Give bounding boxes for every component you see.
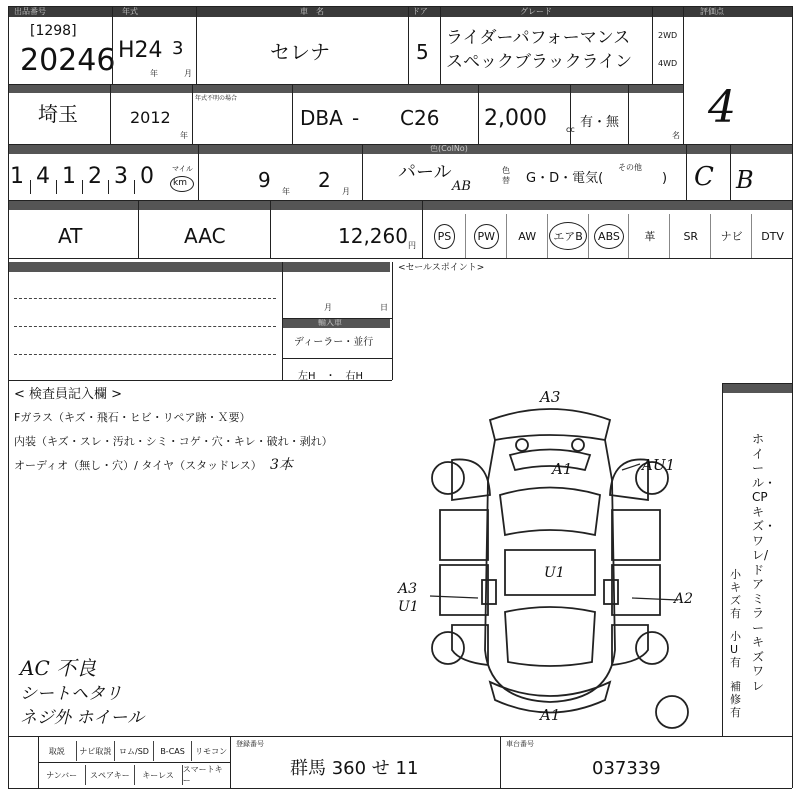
equipment-label: AW [518, 229, 537, 243]
model-code: C26 [400, 106, 440, 130]
model-prefix: DBA [300, 106, 343, 130]
mileage-digit: 1 [62, 164, 76, 189]
turbo-value: 有・無 [580, 115, 620, 130]
row-line-4 [8, 258, 792, 259]
recycle-unit: 円 [408, 241, 416, 250]
col-line-19 [422, 200, 423, 258]
mileage-digit: 2 [88, 164, 102, 189]
side-text-repair: 補修有 [730, 680, 741, 719]
leader-au1 [622, 464, 640, 470]
handwritten-2: シートヘタリ [20, 684, 122, 704]
mark-left-u1: U1 [398, 599, 419, 615]
col-line-10 [478, 84, 479, 144]
equipment-item [669, 214, 711, 258]
left-headlight [516, 439, 528, 451]
capacity-unit: 名 [672, 131, 680, 140]
left-rear-fender [452, 625, 488, 665]
row-line-5 [8, 380, 392, 381]
accessory-item: ロム/SD [114, 741, 153, 761]
label-color: 色(ColNo) [430, 144, 468, 153]
mileage-digit: 0 [140, 164, 154, 189]
col-line-24 [230, 736, 231, 788]
equipment-item [547, 214, 589, 258]
col-line-20 [282, 262, 283, 380]
cc-value: 2,000 [484, 106, 547, 131]
first-reg-value: 2012 [130, 108, 171, 127]
inspection-tsuki: 月 [342, 187, 350, 196]
accessory-item: B-CAS [153, 741, 192, 761]
mark-left-a3: A3 [398, 581, 418, 597]
equipment-label: 革 [644, 230, 656, 243]
mark-au1: AU1 [642, 456, 676, 474]
mileage-unit-top: マイル [172, 165, 193, 173]
col-line-16 [730, 144, 731, 200]
front-bumper [490, 409, 610, 440]
front-grille [510, 450, 590, 471]
col-line-25 [500, 736, 501, 788]
record-day: 日 [380, 303, 388, 312]
lot-number: 20246 [20, 43, 116, 78]
windshield [500, 488, 600, 536]
label-lot: 出品番号 [14, 7, 46, 16]
label-year: 年式 [122, 7, 138, 16]
mileage-digit: 4 [36, 164, 50, 189]
header-bar-4 [8, 200, 792, 210]
right-headlight [572, 439, 584, 451]
equipment-item [751, 214, 793, 258]
header-record [282, 262, 390, 272]
aircon-value: AAC [184, 224, 226, 248]
right-front-door [612, 510, 660, 560]
digit-separator [56, 180, 57, 194]
note-interior: 内装（キズ・スレ・汚れ・シミ・コゲ・穴・キレ・破れ・剥れ） [14, 435, 333, 448]
col-line-3 [408, 6, 409, 84]
accessory-item: ナビ取説 [76, 741, 115, 761]
recycle-value: 12,260 [338, 224, 408, 248]
color-options: G・D・電気( [526, 171, 604, 186]
mileage-digit: 1 [10, 164, 24, 189]
mark-right-a2: A2 [674, 591, 694, 607]
col-line-5 [652, 6, 653, 84]
sales-point-label: <セールスポイント> [398, 263, 485, 273]
grade-line1: ライダーパフォーマンス [446, 28, 631, 48]
col-line-23 [38, 736, 39, 788]
digit-separator [30, 180, 31, 194]
col-line-12 [628, 84, 629, 144]
doors-value: 5 [416, 40, 429, 64]
mark-rear: A1 [540, 706, 561, 724]
equipment-item [465, 214, 507, 258]
record-line [282, 318, 392, 319]
col-line-2 [196, 6, 197, 84]
record-handle: 左H ・ 右H [298, 371, 364, 382]
border-bottom [8, 788, 792, 789]
equipment-label: PW [474, 224, 500, 249]
header-bar-3 [8, 144, 792, 154]
color-name: パール [398, 162, 452, 183]
bottom-row1 [38, 741, 230, 761]
col-line-21 [392, 262, 393, 380]
score-value: 4 [708, 82, 736, 133]
side-text-small-scratch: 小キズ有 [730, 568, 741, 620]
left-rear-door [440, 565, 488, 615]
equipment-item [424, 214, 465, 258]
digit-separator [82, 180, 83, 194]
right-rear-fender [612, 625, 648, 665]
transmission-value: AT [58, 224, 83, 248]
mileage-digit: 3 [114, 164, 128, 189]
accessory-item: 取説 [48, 746, 65, 756]
right-rear-door [612, 565, 660, 615]
cc-unit: cc [566, 125, 575, 134]
plate-value: 群馬 360 せ 11 [290, 758, 419, 779]
label-doors: ドア [412, 7, 428, 16]
border-right [792, 6, 793, 788]
equipment-item [588, 214, 630, 258]
digit-separator [134, 180, 135, 194]
label-car-name: 車 名 [300, 7, 324, 16]
mileage-unit: km [173, 178, 187, 188]
year-tsuki: 月 [184, 69, 192, 78]
mark-a1-top: A1 [552, 460, 573, 478]
equipment-label: エアB [549, 222, 587, 250]
col-line-4 [440, 6, 441, 84]
handwritten-3: ネジ外 ホイール [20, 708, 145, 728]
digit-separator [108, 180, 109, 194]
grade-line2: スペックブラックライン [446, 52, 633, 72]
col-line-1 [112, 6, 113, 84]
note-audio-hand: 3本 [270, 457, 293, 473]
note-audio: オーディオ（無し・穴）/ タイヤ（スタッドレス） [14, 459, 262, 472]
leader-right [632, 598, 678, 600]
header-side [722, 383, 792, 393]
chassis-label: 車台番号 [506, 740, 534, 748]
first-reg-unit: 年 [180, 131, 188, 140]
record-month: 月 [324, 303, 332, 312]
col-line-14 [362, 144, 363, 200]
right-side-window [604, 580, 618, 604]
col-line-7 [110, 84, 111, 144]
equipment-label: ナビ [720, 230, 743, 243]
leader-left [430, 596, 478, 598]
color-code: AB [452, 179, 471, 194]
col-line-9 [292, 84, 293, 144]
side-text-small-u: 小U有 [730, 630, 741, 669]
side-box-top [722, 383, 792, 384]
year-era: H24 [118, 38, 163, 63]
equipment-item [506, 214, 548, 258]
note-f-glass: Fガラス（キズ・飛石・ヒビ・リペア跡・Ｘ要） [14, 411, 251, 424]
equipment-row [424, 214, 792, 258]
chassis-value: 037339 [592, 758, 661, 779]
plate-label: 登録番号 [236, 740, 264, 748]
col-line-11 [570, 84, 571, 144]
equipment-label: SR [683, 229, 699, 243]
accessory-item: キーレス [134, 765, 182, 785]
lot-bracket: [1298] [30, 23, 77, 39]
row-line-6 [8, 736, 792, 737]
header-memo [8, 262, 282, 272]
col-line-18 [270, 200, 271, 258]
handwritten-1: AC 不良 [20, 656, 97, 680]
col-line-17 [138, 200, 139, 258]
wheel-rear-left [432, 632, 464, 664]
col-line-15 [686, 144, 687, 200]
col-line-22 [722, 383, 723, 736]
equipment-item [710, 214, 752, 258]
wheel-front-left [432, 462, 464, 494]
record-dealer: ディーラー・並行 [294, 337, 374, 348]
memo-line-2 [14, 326, 276, 327]
color-other: その他 [618, 163, 642, 172]
row-line-3 [8, 200, 792, 201]
import-label: 輸入車 [318, 318, 342, 327]
col-line-13 [198, 144, 199, 200]
region-value: 埼玉 [38, 102, 78, 126]
car-name: セレナ [270, 40, 330, 64]
record-line-2 [282, 358, 392, 359]
col-line-6 [683, 6, 684, 144]
mark-front: A3 [540, 388, 561, 406]
wheel-rear-right [636, 632, 668, 664]
bottom-mid-line [38, 762, 230, 763]
row-line-2 [8, 144, 792, 145]
color-close: ) [662, 171, 668, 186]
model-dash: - [352, 106, 360, 130]
left-front-door [440, 510, 488, 560]
year-nen: 年 [150, 69, 158, 78]
accessory-item: ナンバー [46, 770, 78, 780]
inspection-year: 9 [258, 168, 271, 192]
inspector-title: < 検査員記入欄 > [14, 387, 123, 402]
equipment-label: ABS [594, 224, 624, 249]
accessory-item: リモコン [191, 741, 230, 761]
label-score: 評価点 [700, 7, 724, 16]
equipment-label: DTV [761, 229, 784, 243]
label-grade: グレード [520, 7, 552, 16]
inspection-month: 2 [318, 168, 331, 192]
inspection-nen: 年 [282, 187, 290, 196]
left-side-window [482, 580, 496, 604]
grade-int: B [736, 166, 754, 194]
col-line-8 [192, 84, 193, 144]
drive-2wd: 2WD [658, 31, 678, 40]
rear-window [505, 607, 595, 666]
border-top [8, 6, 792, 7]
first-reg-note: 年式不明の場合 [195, 95, 238, 102]
memo-line-1 [14, 298, 276, 299]
spare-wheel [656, 696, 688, 728]
side-text-main: ホイール・CPキズ・ワレ/ドアミラーキズワレ [752, 432, 777, 693]
equipment-item [628, 214, 670, 258]
border-left [8, 6, 9, 788]
equipment-label: PS [434, 224, 456, 249]
bottom-row2 [38, 765, 230, 785]
year-month: 3 [172, 38, 184, 59]
memo-line-3 [14, 354, 276, 355]
mark-center: U1 [544, 565, 565, 581]
accessory-item: スマートキー [182, 765, 230, 785]
color-change: 色替 [502, 166, 510, 185]
accessory-item: スペアキー [85, 765, 133, 785]
drive-4wd: 4WD [658, 59, 678, 68]
grade-ext: C [694, 162, 714, 192]
